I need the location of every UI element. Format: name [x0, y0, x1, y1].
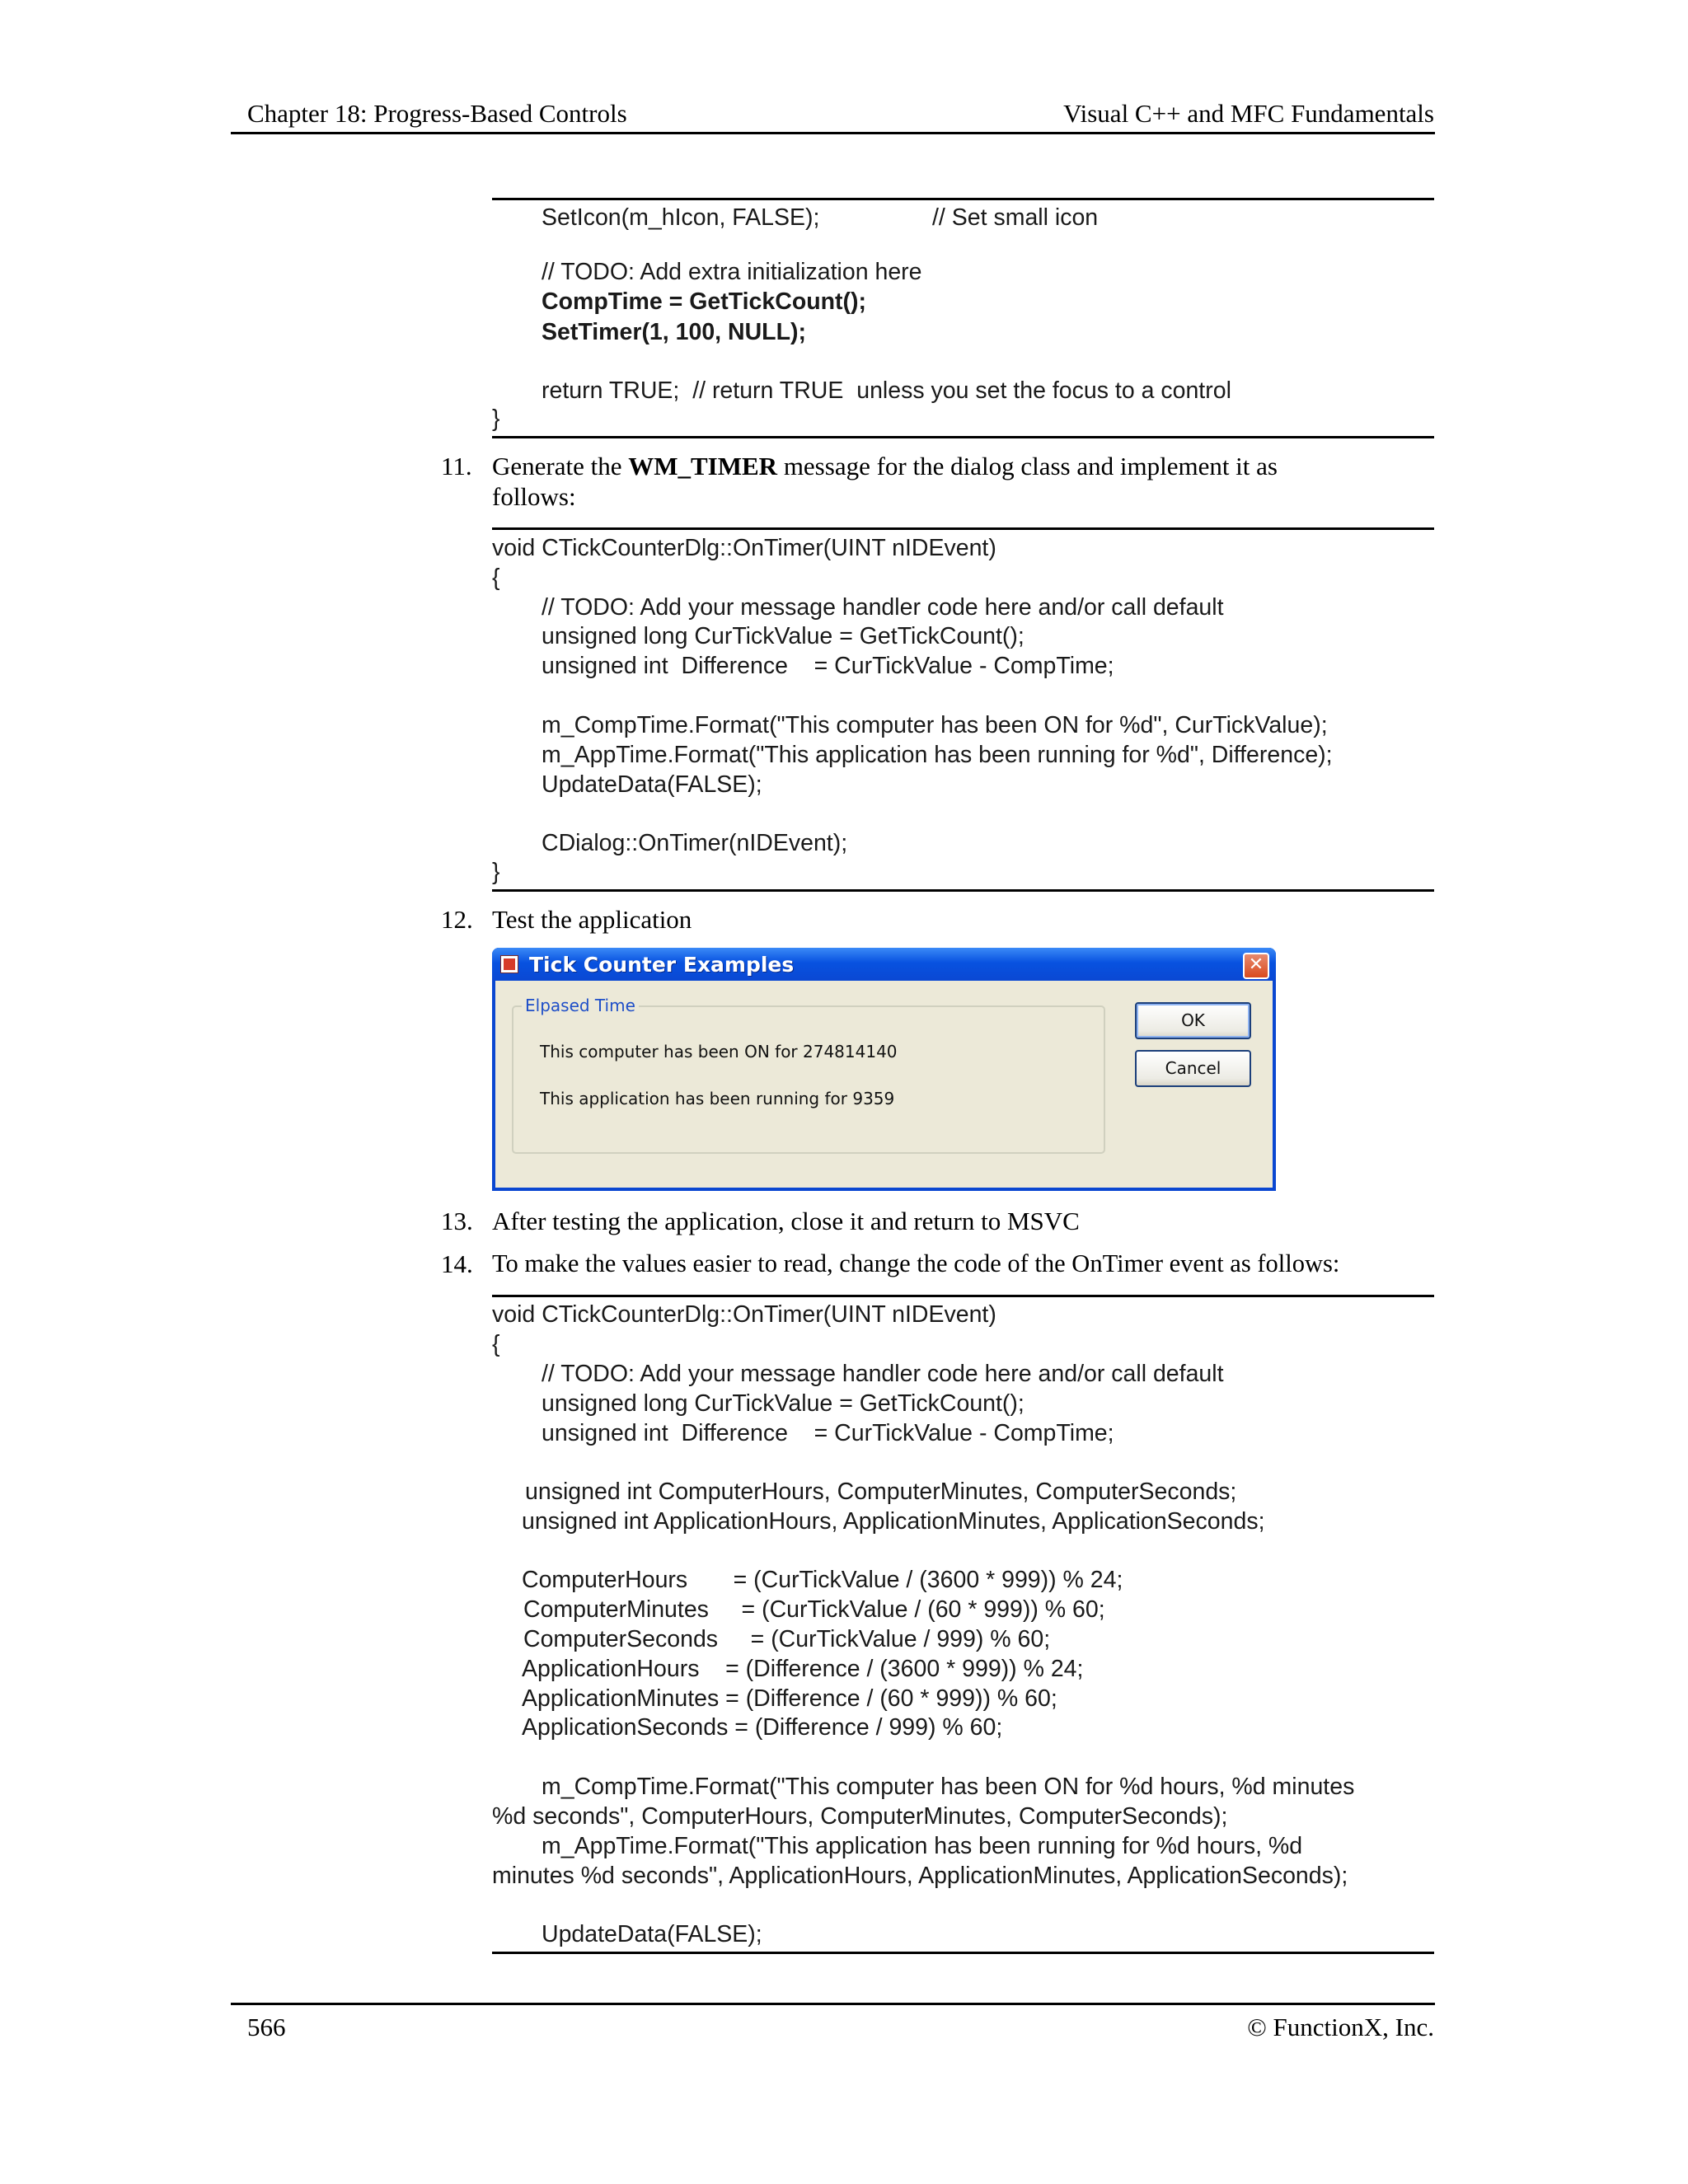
code-line: ApplicationSeconds = (Difference / 999) % 60;: [522, 1714, 1003, 1741]
step-number: 11.: [441, 452, 472, 480]
code-block-1-top-rule: [492, 198, 1434, 200]
code-line: // TODO: Add your message handler code here and/or call default: [542, 1361, 1224, 1387]
code-line: UpdateData(FALSE);: [542, 771, 762, 798]
app-running-label: This application has been running for 9359: [540, 1089, 895, 1108]
code-comment: // Set small icon: [932, 204, 1099, 231]
step-13: [441, 1206, 1430, 1239]
step-number: 14.: [441, 1249, 473, 1278]
code-block-3-top-rule: [492, 1295, 1434, 1297]
step-text-continued: follows:: [492, 482, 576, 511]
code-line: ApplicationHours = (Difference / (3600 * 999)) % 24;: [522, 1656, 1084, 1682]
code-line: unsigned long CurTickValue = GetTickCount();: [542, 623, 1025, 649]
footer-rule: [231, 2003, 1435, 2005]
page-number: 566: [247, 2013, 286, 2041]
code-line: m_AppTime.Format("This application has been running for %d", Difference);: [542, 742, 1333, 768]
copyright: © FunctionX, Inc.: [1247, 2013, 1434, 2041]
code-line: %d seconds", ComputerHours, ComputerMinutes, ComputerSeconds);: [492, 1803, 1228, 1830]
running-header: [247, 97, 1434, 132]
code-line: m_CompTime.Format("This computer has been ON for %d hours, %d minutes: [542, 1774, 1355, 1800]
code-line: return TRUE; // return TRUE unless you set the focus to a control: [542, 377, 1231, 404]
elapsed-time-group: [512, 996, 1105, 1154]
code-block-1-bottom-rule: [492, 436, 1434, 438]
message-name: WM_TIMER: [628, 452, 778, 480]
code-line: {: [492, 1331, 500, 1357]
book-title: Visual C++ and MFC Fundamentals: [1063, 99, 1434, 128]
step-number: 12.: [441, 905, 473, 934]
step-text-part: Generate the: [492, 452, 629, 480]
cancel-button[interactable]: Cancel: [1135, 1050, 1251, 1087]
step-text: To make the values easier to read, change the code of the OnTimer event as follows:: [492, 1249, 1340, 1277]
code-line: ApplicationMinutes = (Difference / (60 * 999)) % 60;: [522, 1685, 1057, 1712]
code-line-bold: CompTime = GetTickCount();: [542, 288, 867, 315]
code-line: SetIcon(m_hIcon, FALSE);: [542, 204, 820, 231]
code-line: UpdateData(FALSE);: [542, 1921, 762, 1947]
step-11: [441, 451, 1430, 517]
ok-button[interactable]: OK: [1135, 1002, 1251, 1039]
step-14: [441, 1249, 1438, 1282]
code-line: m_AppTime.Format("This application has been running for %d hours, %d: [542, 1833, 1303, 1859]
code-line: {: [492, 565, 500, 591]
code-line: }: [492, 405, 500, 432]
code-line: unsigned int ApplicationHours, ApplicationMinutes, ApplicationSeconds;: [522, 1508, 1265, 1535]
code-line: minutes %d seconds", ApplicationHours, ApplicationMinutes, ApplicationSeconds);: [492, 1863, 1348, 1889]
step-text: [492, 451, 1278, 481]
header-rule: [231, 132, 1435, 134]
code-line: ComputerHours = (CurTickValue / (3600 * 999)) % 24;: [522, 1567, 1123, 1593]
tick-counter-dialog: [492, 948, 1276, 1191]
dialog-title: Tick Counter Examples: [529, 953, 795, 977]
code-line: // TODO: Add your message handler code here and/or call default: [542, 594, 1224, 621]
code-block-2-bottom-rule: [492, 889, 1434, 892]
close-icon[interactable]: ✕: [1243, 953, 1269, 979]
step-12: [441, 904, 1430, 937]
step-text: Test the application: [492, 905, 692, 934]
chapter-title: Chapter 18: Progress-Based Controls: [247, 99, 627, 128]
code-line: m_CompTime.Format("This computer has been ON for %d", CurTickValue);: [542, 712, 1328, 738]
code-line: unsigned int Difference = CurTickValue - CompTime;: [542, 1420, 1114, 1446]
step-number: 13.: [441, 1207, 473, 1235]
dialog-title-bar: [492, 948, 1276, 981]
dialog-body: [495, 981, 1273, 1188]
code-line: void CTickCounterDlg::OnTimer(UINT nIDEvent): [492, 1301, 996, 1328]
step-text-part: message for the dialog class and implement it as: [777, 452, 1278, 480]
code-line-bold: SetTimer(1, 100, NULL);: [542, 319, 806, 345]
code-block-3-bottom-rule: [492, 1952, 1434, 1954]
page-footer: [247, 2009, 1434, 2044]
group-label: Elpased Time: [522, 996, 639, 1015]
code-line: unsigned int ComputerHours, ComputerMinutes, ComputerSeconds;: [525, 1479, 1237, 1505]
step-text: After testing the application, close it and return to MSVC: [492, 1207, 1080, 1235]
code-line: unsigned long CurTickValue = GetTickCount();: [542, 1390, 1025, 1417]
code-line: void CTickCounterDlg::OnTimer(UINT nIDEvent): [492, 535, 996, 561]
code-line: ComputerMinutes = (CurTickValue / (60 * 999)) % 60;: [523, 1596, 1105, 1623]
code-line: unsigned int Difference = CurTickValue - CompTime;: [542, 653, 1114, 679]
code-line: CDialog::OnTimer(nIDEvent);: [542, 830, 848, 856]
code-line: }: [492, 859, 500, 885]
computer-on-label: This computer has been ON for 274814140: [540, 1042, 898, 1062]
code-line: ComputerSeconds = (CurTickValue / 999) % 60;: [523, 1626, 1051, 1652]
app-icon: [500, 955, 518, 973]
code-block-2-top-rule: [492, 527, 1434, 530]
code-line: // TODO: Add extra initialization here: [542, 259, 922, 285]
